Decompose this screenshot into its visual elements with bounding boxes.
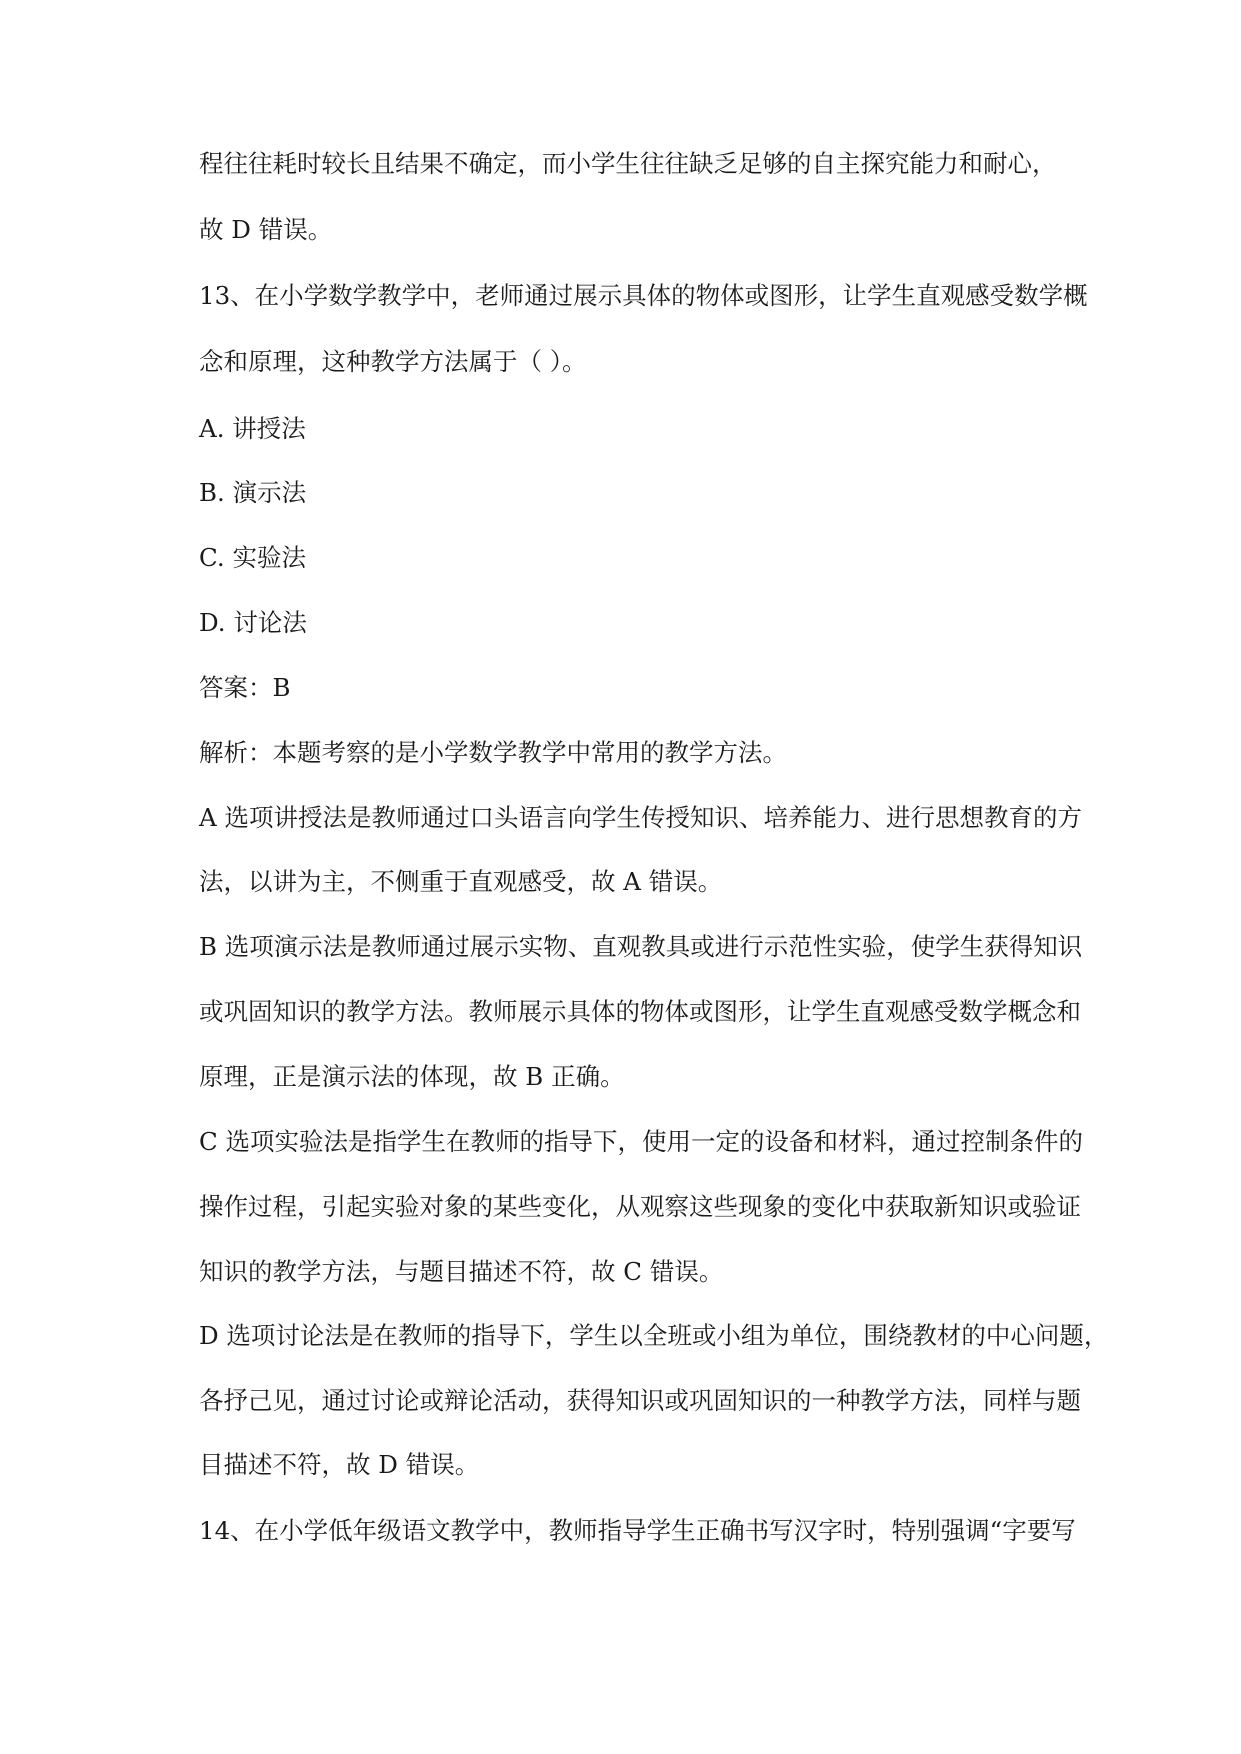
analysis-d-line-1: D 选项讨论法是在教师的指导下，学生以全班或小组为单位，围绕教材的中心问题，: [199, 1321, 1109, 1350]
question-13-option-a: A. 讲授法: [199, 414, 306, 443]
question-13-stem-line-1: 13、在小学数学教学中，老师通过展示具体的物体或图形，让学生直观感受数学概: [199, 281, 1088, 310]
analysis-b-line-2: 或巩固知识的教学方法。教师展示具体的物体或图形，让学生直观感受数学概念和: [199, 997, 1081, 1026]
question-13-analysis-intro: 解析：本题考察的是小学数学教学中常用的教学方法。: [199, 738, 787, 767]
analysis-b-line-3: 原理，正是演示法的体现，故 B 正确。: [199, 1062, 625, 1091]
question-13-option-d: D. 讨论法: [199, 608, 307, 637]
analysis-d-line-2: 各抒己见，通过讨论或辩论活动，获得知识或巩固知识的一种教学方法，同样与题: [199, 1386, 1081, 1415]
analysis-c-line-2: 操作过程，引起实验对象的某些变化，从观察这些现象的变化中获取新知识或验证: [199, 1192, 1081, 1221]
question-14-stem-line-1: 14、在小学低年级语文教学中，教师指导学生正确书写汉字时，特别强调“字要写: [199, 1516, 1076, 1545]
text-line-prev-conclusion: 故 D 错误。: [199, 215, 333, 244]
analysis-b-line-1: B 选项演示法是教师通过展示实物、直观教具或进行示范性实验，使学生获得知识: [199, 932, 1083, 961]
analysis-a-line-1: A 选项讲授法是教师通过口头语言向学生传授知识、培养能力、进行思想教育的方: [199, 803, 1082, 832]
question-13-answer: 答案：B: [199, 673, 291, 702]
analysis-a-line-2: 法，以讲为主，不侧重于直观感受，故 A 错误。: [199, 867, 723, 896]
question-13-option-c: C. 实验法: [199, 543, 306, 572]
text-line-prev-explanation-end: 程往往耗时较长且结果不确定，而小学生往往缺乏足够的自主探究能力和耐心，: [199, 149, 1057, 178]
analysis-d-line-3: 目描述不符，故 D 错误。: [199, 1450, 480, 1479]
question-13-stem-line-2: 念和原理，这种教学方法属于（ ）。: [199, 347, 587, 376]
analysis-c-line-3: 知识的教学方法，与题目描述不符，故 C 错误。: [199, 1257, 724, 1286]
question-13-option-b: B. 演示法: [199, 478, 307, 507]
analysis-c-line-1: C 选项实验法是指学生在教师的指导下，使用一定的设备和材料，通过控制条件的: [199, 1127, 1084, 1156]
